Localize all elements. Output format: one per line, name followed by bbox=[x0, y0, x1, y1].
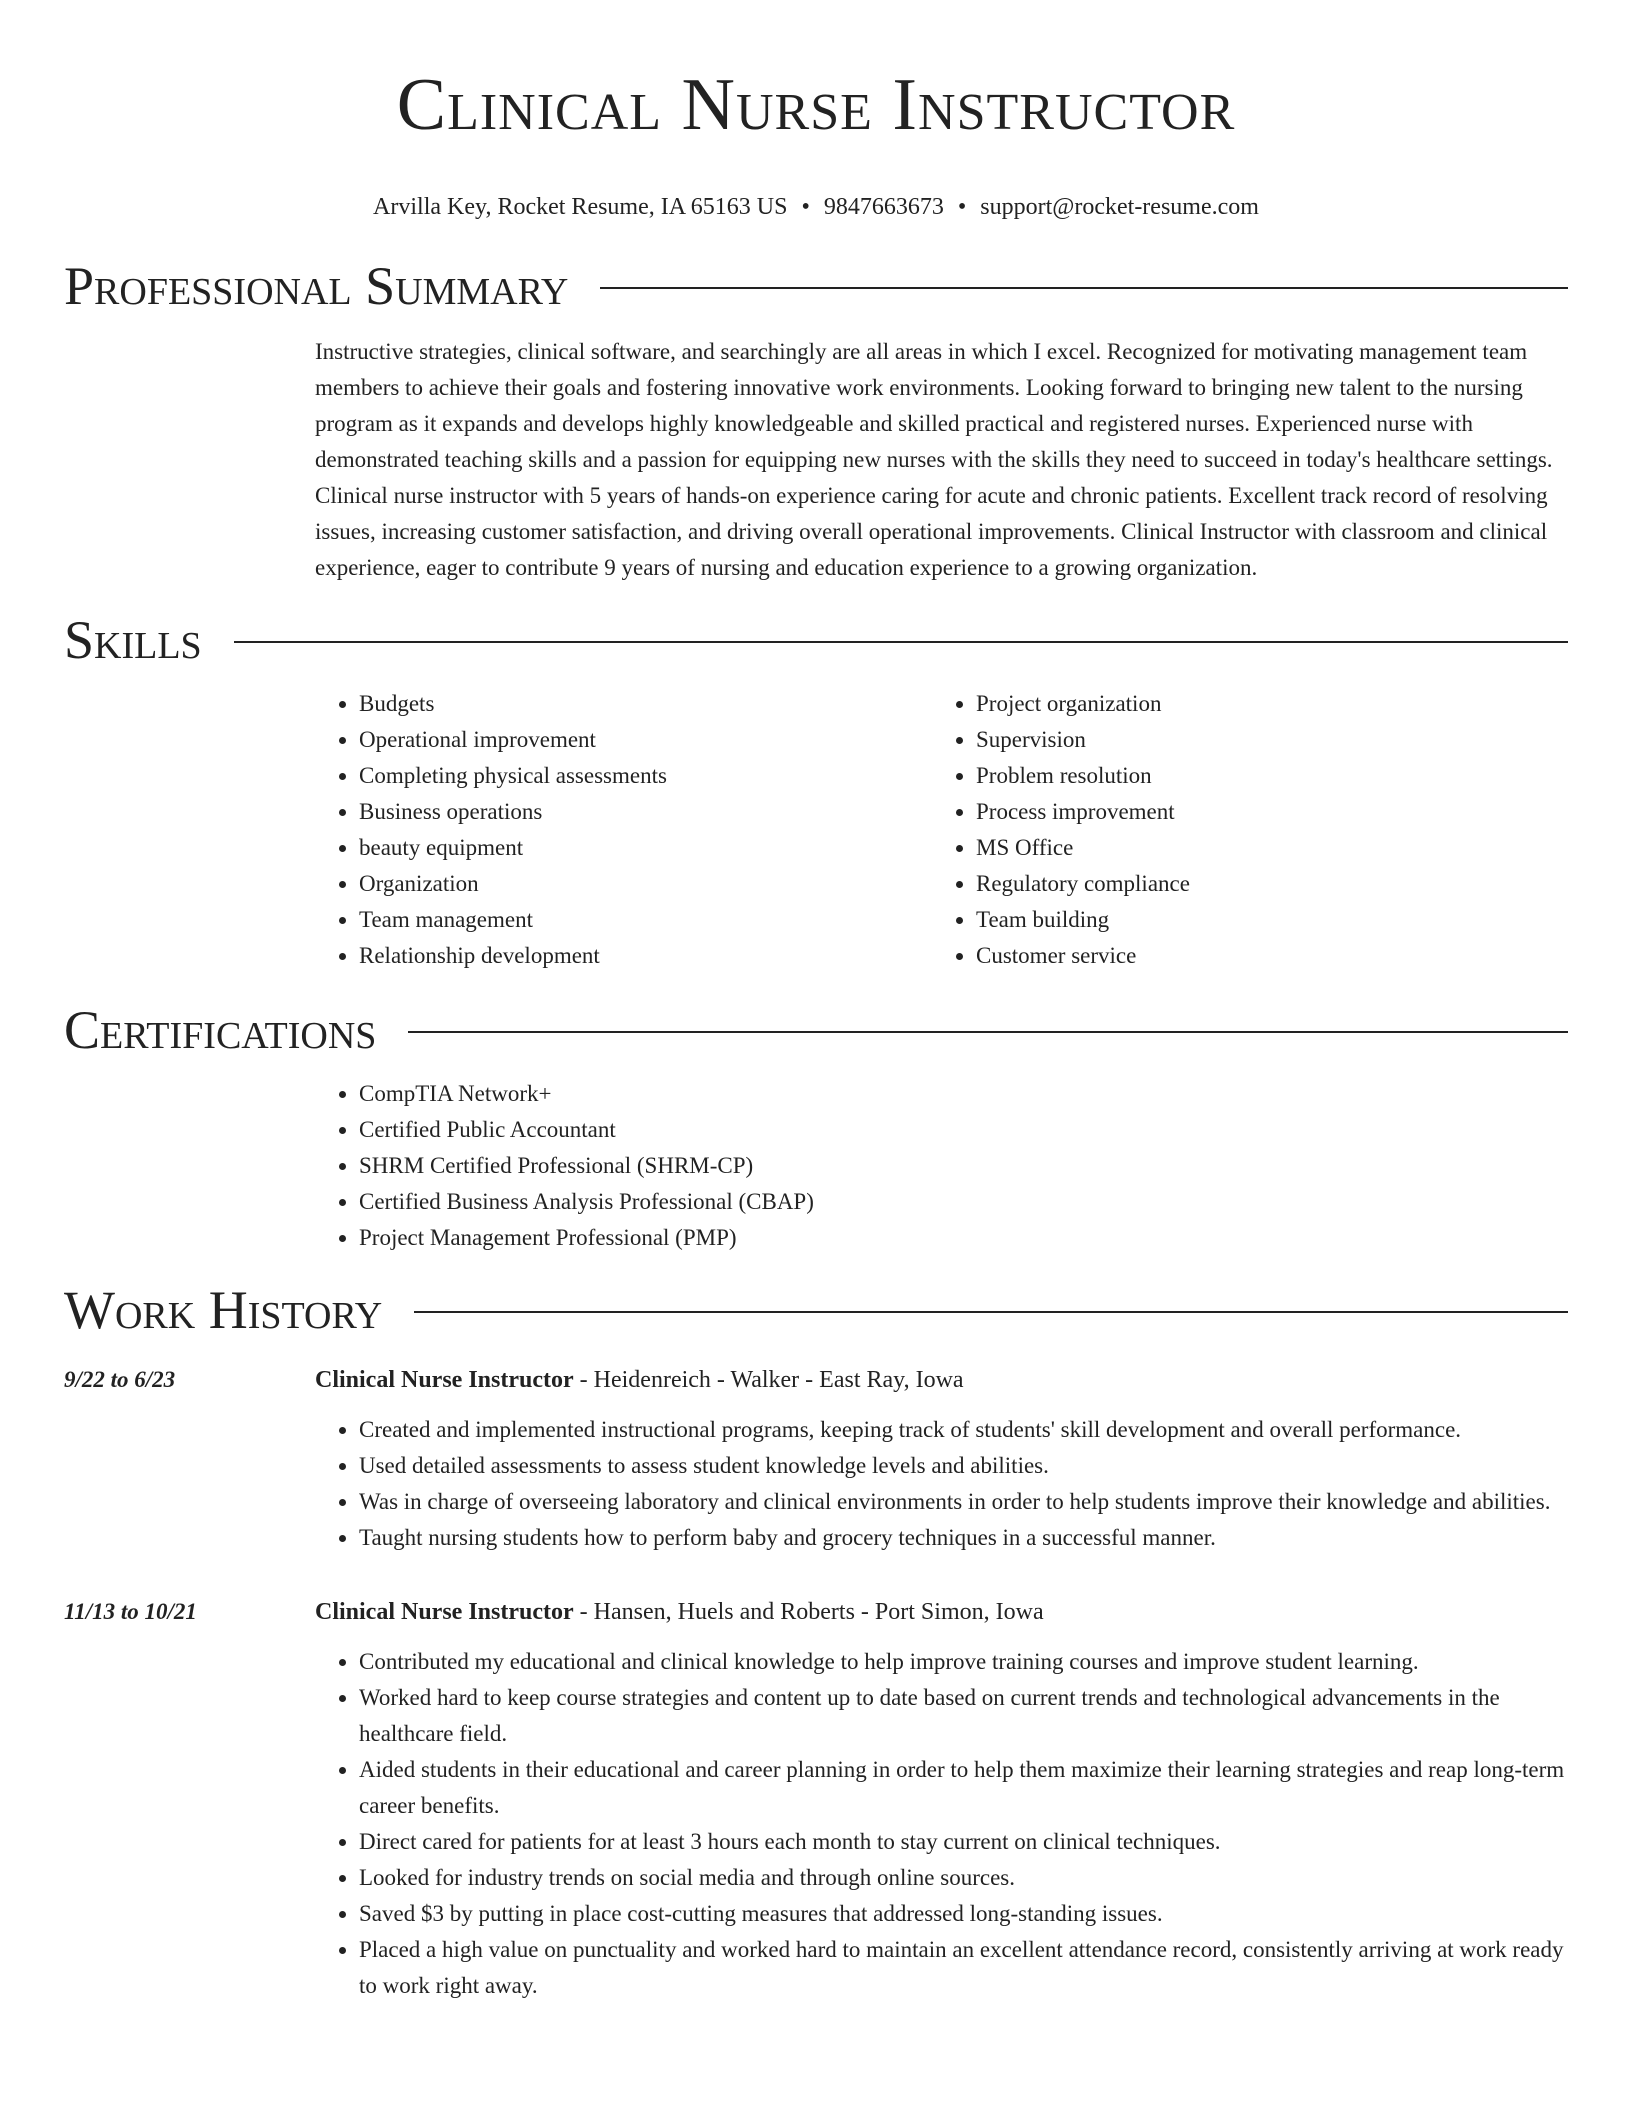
job-title: Clinical Nurse Instructor bbox=[315, 1367, 574, 1393]
work-section-header bbox=[64, 1280, 1568, 1340]
job-heading bbox=[315, 1362, 1568, 1398]
resume-name: Clinical Nurse Instructor bbox=[396, 64, 1236, 146]
section-divider bbox=[600, 287, 1568, 289]
skills-column-left bbox=[315, 686, 932, 974]
job-bullet: • Taught nursing students how to perform baby and grocery techniques in a successful manner. bbox=[359, 1520, 1568, 1556]
skill-item: • beauty equipment bbox=[359, 830, 932, 866]
certifications-list bbox=[315, 1076, 1568, 1256]
skill-item: • Organization bbox=[359, 866, 932, 902]
skill-item: • Project organization bbox=[976, 686, 1549, 722]
summary-title: Professional Summary bbox=[64, 256, 569, 316]
skill-item: • Relationship development bbox=[359, 938, 932, 974]
job-employer: - Hansen, Huels and Roberts - Port Simon, Iowa bbox=[573, 1599, 1044, 1625]
job-bullet: • Worked hard to keep course strategies and content up to date based on current trends and technological advancements in the healthcare field. bbox=[359, 1680, 1568, 1752]
certification-item: • Certified Business Analysis Professional (CBAP) bbox=[359, 1184, 1568, 1220]
job-bullets bbox=[315, 1644, 1568, 2004]
job-bullet: • Created and implemented instructional programs, keeping track of students' skill development and overall performance. bbox=[359, 1412, 1568, 1448]
skill-item: • Problem resolution bbox=[976, 758, 1549, 794]
job-details bbox=[315, 1594, 1568, 2004]
skill-item: • MS Office bbox=[976, 830, 1549, 866]
skill-item: • Business operations bbox=[359, 794, 932, 830]
skill-item: • Completing physical assessments bbox=[359, 758, 932, 794]
job-entry bbox=[64, 1594, 1568, 2004]
skills-column-right bbox=[932, 686, 1549, 974]
job-heading bbox=[315, 1594, 1568, 1630]
certification-item: • SHRM Certified Professional (SHRM-CP) bbox=[359, 1148, 1568, 1184]
skill-item: • Regulatory compliance bbox=[976, 866, 1549, 902]
certifications-section-header bbox=[64, 1000, 1568, 1060]
job-details bbox=[315, 1362, 1568, 1556]
skill-item: • Customer service bbox=[976, 938, 1549, 974]
job-employer: - Heidenreich - Walker - East Ray, Iowa bbox=[573, 1367, 964, 1393]
certification-item: • CompTIA Network+ bbox=[359, 1076, 1568, 1112]
job-bullet: • Saved $3 by putting in place cost-cutting measures that addressed long-standing issues. bbox=[359, 1896, 1568, 1932]
contact-email: support@rocket-resume.com bbox=[980, 194, 1259, 220]
contact-line bbox=[64, 192, 1568, 222]
job-bullet: • Contributed my educational and clinical knowledge to help improve training courses and improve student learning. bbox=[359, 1644, 1568, 1680]
job-bullet: • Used detailed assessments to assess student knowledge levels and abilities. bbox=[359, 1448, 1568, 1484]
job-bullet: • Direct cared for patients for at least 3 hours each month to stay current on clinical techniques. bbox=[359, 1824, 1568, 1860]
job-bullets bbox=[315, 1412, 1568, 1556]
section-divider bbox=[234, 641, 1568, 643]
skill-item: • Process improvement bbox=[976, 794, 1549, 830]
contact-separator: • bbox=[801, 194, 810, 220]
contact-address: Arvilla Key, Rocket Resume, IA 65163 US bbox=[373, 194, 788, 220]
certifications-title: Certifications bbox=[64, 1000, 377, 1060]
job-bullet: • Placed a high value on punctuality and worked hard to maintain an excellent attendance record, consistently arriving at work ready to work right away. bbox=[359, 1932, 1568, 2004]
skill-item: • Team building bbox=[976, 902, 1549, 938]
contact-separator: • bbox=[957, 194, 967, 220]
section-divider bbox=[414, 1311, 1568, 1313]
job-title: Clinical Nurse Instructor bbox=[315, 1599, 574, 1625]
certification-item: • Certified Public Accountant bbox=[359, 1112, 1568, 1148]
skill-item: • Supervision bbox=[976, 722, 1549, 758]
job-dates: 9/22 to 6/23 bbox=[64, 1367, 176, 1392]
section-divider bbox=[408, 1031, 1568, 1033]
skills-section-header bbox=[64, 610, 1568, 670]
job-bullet: • Was in charge of overseeing laboratory and clinical environments in order to help students improve their knowledge and abilities. bbox=[359, 1484, 1568, 1520]
job-bullet: • Looked for industry trends on social media and through online sources. bbox=[359, 1860, 1568, 1896]
work-title: Work History bbox=[64, 1280, 383, 1340]
skill-item: • Operational improvement bbox=[359, 722, 932, 758]
skills-title: Skills bbox=[64, 610, 202, 670]
job-bullet: • Aided students in their educational and career planning in order to help them maximize their learning strategies and reap long-term career benefits. bbox=[359, 1752, 1568, 1824]
contact-phone: 9847663673 bbox=[823, 194, 944, 220]
summary-text: Instructive strategies, clinical software, and searchingly are all areas in which I excel. Recognized for motivating management team members to achieve their goals and fostering innovative work environments. Looking forward to bringing new talent to the nursing program as it expands and develops highly knowledgeable and skilled practical and registered nurses. Experienced nurse with demonstrated teaching skills and a passion for equipping new nurses with the skills they need to succeed in today's healthcare settings. Clinical nurse instructor with 5 years of hands-on experience caring for acute and chronic patients. Excellent track record of resolving issues, increasing customer satisfaction, and driving overall operational improvements. Clinical Instructor with classroom and clinical experience, eager to contribute 9 years of nursing and education experience to a growing organization. bbox=[315, 339, 1553, 580]
skills-list bbox=[315, 686, 1568, 974]
job-dates: 11/13 to 10/21 bbox=[64, 1599, 197, 1624]
skill-item: • Budgets bbox=[359, 686, 932, 722]
summary-section-header bbox=[64, 256, 1568, 316]
certification-item: • Project Management Professional (PMP) bbox=[359, 1220, 1568, 1256]
skill-item: • Team management bbox=[359, 902, 932, 938]
job-entry bbox=[64, 1362, 1568, 1556]
